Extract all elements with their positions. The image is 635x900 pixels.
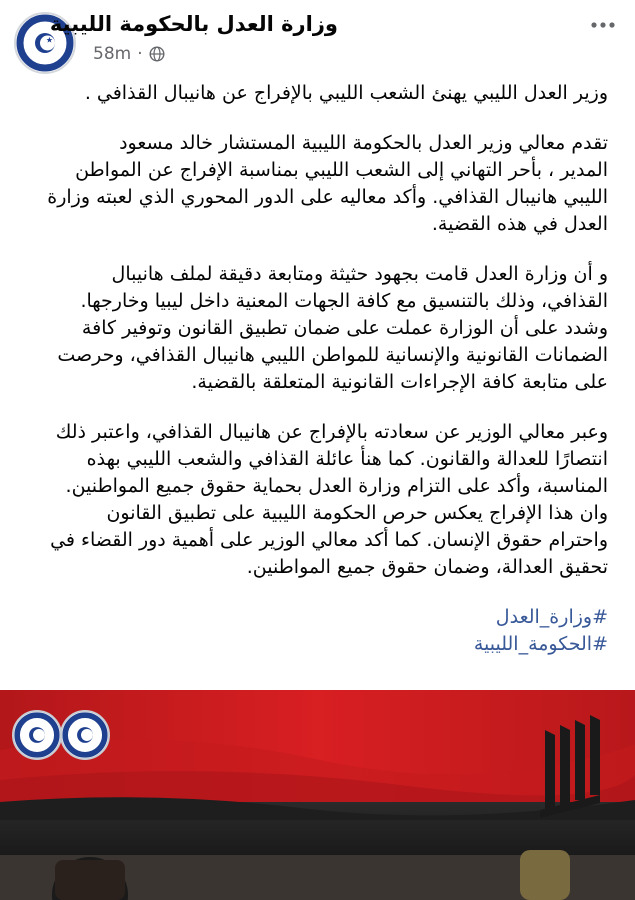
post-meta	[93, 44, 165, 64]
hashtag-list	[14, 604, 608, 658]
post-paragraph	[14, 80, 608, 107]
ministry-logo-icon	[14, 712, 60, 758]
text-line: على متابعة كافة الإجراءات القانونية المتعلقة بالقضية.	[191, 371, 608, 393]
post-timestamp[interactable]: 58m	[93, 44, 132, 64]
hashtag-link[interactable]: #وزارة_العدل	[495, 606, 608, 628]
text-line: الليبي هانيبال القذافي. وأكد معاليه على الدور المحوري الذي لعبته وزارة	[47, 186, 608, 208]
text-line: الضمانات القانونية والإنسانية للمواطن الليبي هانيبال القذافي، وحرصت	[57, 344, 608, 366]
text-line: وان هذا الإفراج يعكس حرص الحكومة الليبية على تطبيق القانون	[106, 502, 608, 524]
text-line: وزير العدل الليبي يهنئ الشعب الليبي بالإفراج عن هانيبال القذافي .	[84, 82, 608, 104]
text-line: المدير ، بأحر التهاني إلى الشعب الليبي بمناسبة الإفراج عن المواطن	[75, 159, 608, 181]
ministry-logo-icon	[62, 712, 108, 758]
post-image[interactable]	[0, 690, 635, 900]
text-line: تحقيق العدالة، وضمان حقوق جميع المواطنين.	[246, 556, 608, 578]
post-header	[0, 0, 635, 72]
globe-icon	[149, 46, 165, 62]
post-body	[14, 80, 608, 658]
text-line: وشدد على أن الوزارة عملت على ضمان تطبيق القانون وتوفير كافة	[81, 317, 608, 339]
text-line: وعبر معالي الوزير عن سعادته بالإفراج عن هانيبال القذافي، واعتبر ذلك	[55, 421, 608, 443]
post-paragraph	[14, 261, 608, 396]
text-line: انتصارًا للعدالة والقانون. كما هنأ عائلة القذافي والشعب الليبي بهذه	[86, 448, 608, 470]
text-line: واحترام حقوق الإنسان. كما أكد معالي الوزير على أهمية دور القضاء في	[50, 529, 608, 551]
post-paragraph	[14, 419, 608, 581]
meta-separator: ·	[137, 44, 143, 64]
more-options-button[interactable]	[588, 10, 618, 40]
logo-badge	[60, 710, 110, 760]
text-line: تقدم معالي وزير العدل بالحكومة الليبية المستشار خالد مسعود	[119, 132, 608, 154]
text-line: العدل في هذه القضية.	[431, 213, 608, 235]
logo-badge	[12, 710, 62, 760]
more-horizontal-icon	[591, 22, 615, 28]
post-paragraph	[14, 130, 608, 238]
text-line: و أن وزارة العدل قامت بجهود حثيثة ومتابعة دقيقة لملف هانيبال	[111, 263, 608, 285]
text-line: المناسبة، وأكد على التزام وزارة العدل بحماية حقوق جميع المواطنين.	[65, 475, 608, 497]
text-line: القذافي، وذلك بالتنسيق مع كافة الجهات المعنية داخل ليبيا وخارجها.	[80, 290, 608, 312]
hashtag-link[interactable]: #الحكومة_الليبية	[473, 633, 608, 655]
page-name[interactable]: وزارة العدل بالحكومة الليبية	[49, 12, 338, 36]
